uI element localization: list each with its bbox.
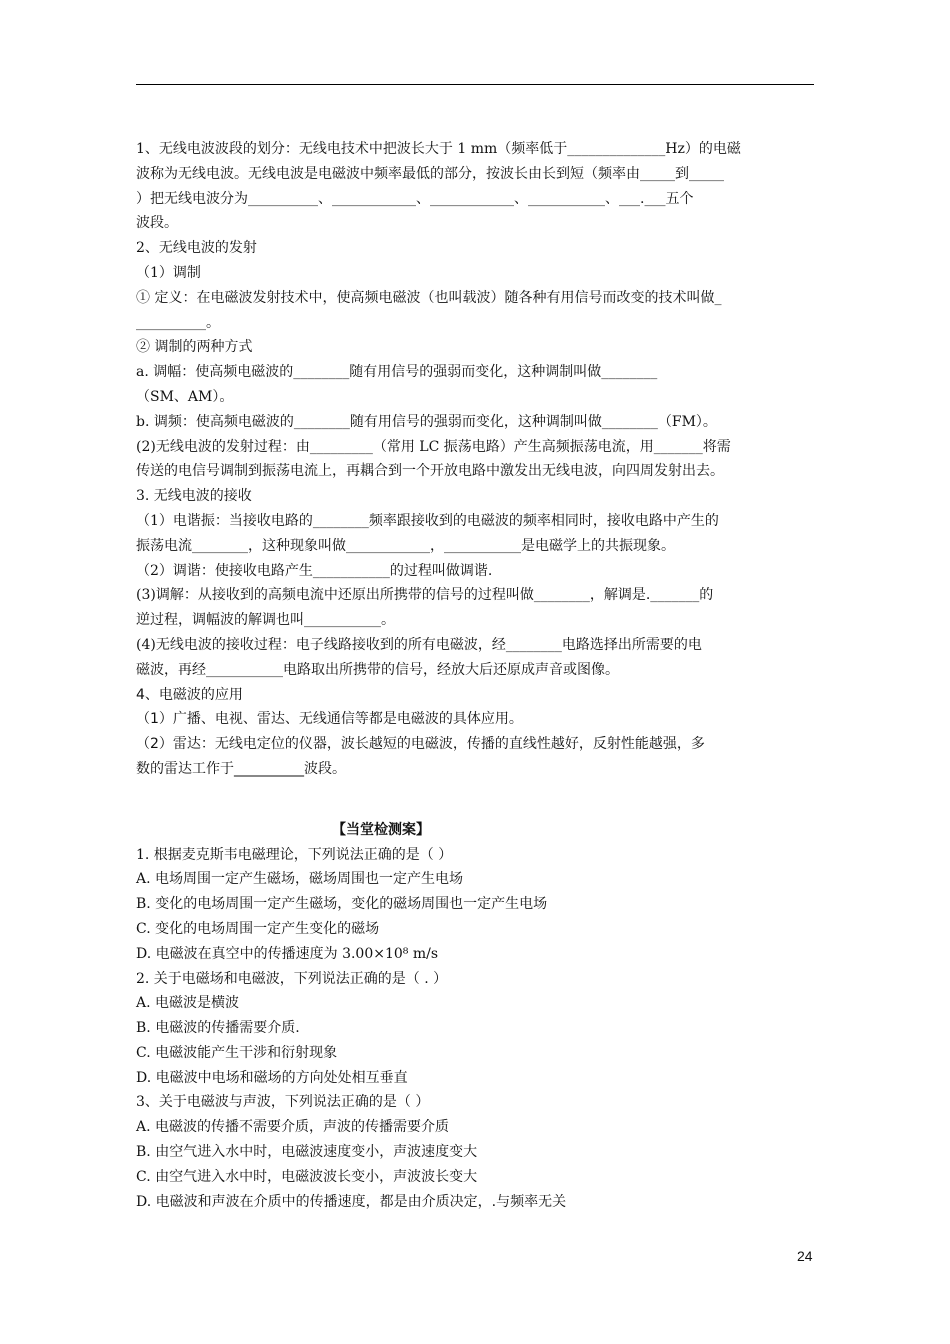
text-line: (2)无线电波的发射过程：由_________（常用 LC 振荡电路）产生高频振荡电流，用_______将需 [136,438,731,455]
text-line: （2）调谐：使接收电路产生___________的过程叫做调谐. [136,562,493,579]
text-line: ）把无线电波分为__________、____________、____________、___________、___.___五个 [136,190,694,207]
text-line: （1）广播、电视、雷达、无线通信等都是电磁波的具体应用。 [136,711,523,728]
question-line: 3、关于电磁波与声波，下列说法正确的是（ ） [136,1094,430,1111]
text-line: (3)调解：从接收到的高频电流中还原出所携带的信号的过程叫做________，解调是._______的 [136,587,714,604]
question-line: 2. 关于电磁场和电磁波，下列说法正确的是（ . ） [136,970,448,987]
text-line: (4)无线电波的接收过程：电子线路接收到的所有电磁波，经________电路选择出所需要的电 [136,636,702,653]
option-line: C. 电磁波能产生干涉和衍射现象 [136,1044,338,1061]
text-line: 磁波，再经___________电路取出所携带的信号，经放大后还原成声音或图像。 [136,661,619,678]
page-number: 24 [797,1248,813,1264]
text-line: 传送的电信号调制到振荡电流上，再耦合到一个开放电路中激发出无线电波，向四周发射出去。 [136,463,724,480]
option-line: C. 由空气进入水中时，电磁波波长变小，声波波长变大 [136,1168,478,1185]
option-line: D. 电磁波中电场和磁场的方向处处相互垂直 [136,1069,408,1086]
text-line: ② 调制的两种方式 [136,339,253,356]
document-body [136,137,826,1214]
text-line: 波称为无线电波。无线电波是电磁波中频率最低的部分，按波长由长到短（频率由_____到_____ [136,165,724,182]
text-line: （SM、AM）。 [136,388,234,405]
text-line: 振荡电流________，这种现象叫做____________，___________是电磁学上的共振现象。 [136,537,675,554]
text-line: 数的雷达工作于__________波段。 [136,760,346,777]
section-heading-reception: 3. 无线电波的接收 [136,488,252,505]
option-line: B. 电磁波的传播需要介质. [136,1020,300,1037]
header-rule [136,84,814,85]
text-line: a. 调幅：使高频电磁波的________随有用信号的强弱而变化，这种调制叫做________ [136,364,658,381]
text-line: （2）雷达：无线电定位的仪器，波长越短的电磁波，传播的直线性越好，反射性能越强，多 [136,736,705,753]
section-title: 【当堂检测案】 [332,821,430,838]
text-line: __________。 [136,314,220,331]
text-line: b. 调频：使高频电磁波的________随有用信号的强弱而变化，这种调制叫做________（FM）。 [136,413,717,430]
text-line: （1）电谐振：当接收电路的________频率跟接收到的电磁波的频率相同时，接收电路中产生的 [136,512,719,529]
question-line: 1. 根据麦克斯韦电磁理论，下列说法正确的是（ ） [136,846,453,863]
text-line: ① 定义：在电磁波发射技术中，使高频电磁波（也叫载波）随各种有用信号而改变的技术叫做_ [136,289,722,306]
option-line: D. 电磁波在真空中的传播速度为 3.00×10⁸ m/s [136,945,439,962]
option-line: B. 变化的电场周围一定产生磁场，变化的磁场周围也一定产生电场 [136,896,548,913]
option-line: B. 由空气进入水中时，电磁波速度变小，声波速度变大 [136,1144,478,1161]
text-line: 波段。 [136,215,178,232]
text-line: 逆过程，调幅波的解调也叫___________。 [136,612,395,629]
option-line: C. 变化的电场周围一定产生变化的磁场 [136,920,380,937]
option-line: A. 电磁波是横波 [136,995,240,1012]
option-line: D. 电磁波和声波在介质中的传播速度，都是由介质决定，.与频率无关 [136,1193,567,1210]
option-line: A. 电场周围一定产生磁场，磁场周围也一定产生电场 [136,871,464,888]
option-line: A. 电磁波的传播不需要介质，声波的传播需要介质 [136,1119,450,1136]
section-heading-emission: 2、无线电波的发射 [136,240,257,257]
section-heading-applications: 4、电磁波的应用 [136,686,243,703]
text-line: （1）调制 [136,264,201,281]
text-line: 1、无线电波波段的划分：无线电技术中把波长大于 1 mm（频率低于______________Hz）的电磁 [136,141,741,157]
